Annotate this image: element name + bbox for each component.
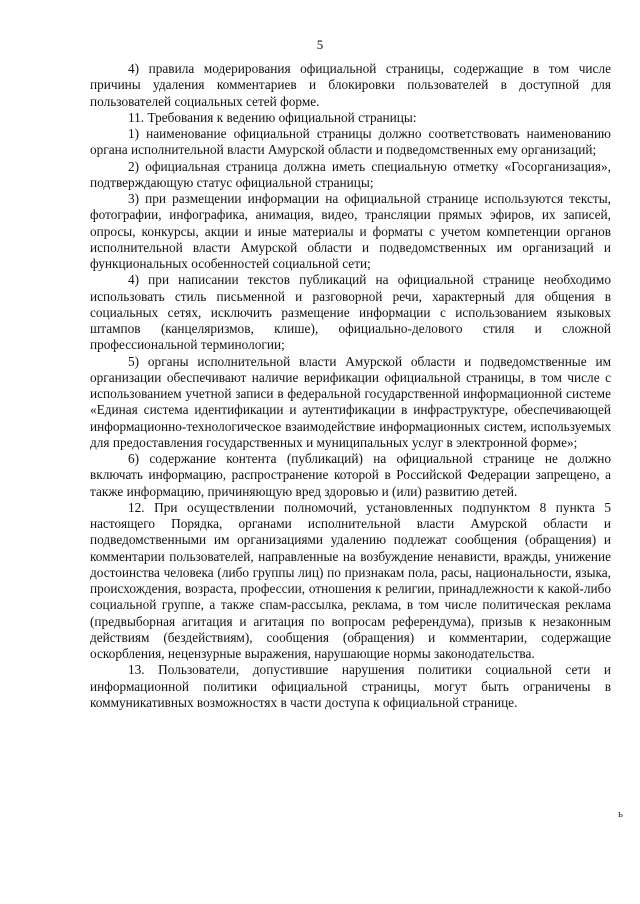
paragraph-13: 13. Пользователи, допустившие нарушения политики социальной сети и информационной политики официальной страницы, могут быть ограничены в коммуникативных возможностях в части доступа к официальной странице. xyxy=(90,662,611,710)
paragraph-11-item-3: 3) при размещении информации на официальной странице используются тексты, фотографии, инфографика, анимация, видео, трансляции прямых эфиров, их записей, опросы, конкурсы, акции и иные материалы и форматы с учетом компетенции органов исполнительной власти Амурской области и подведомственных им организаций и функциональных особенностей социальной сети; xyxy=(90,191,611,271)
paragraph-11-item-5: 5) органы исполнительной власти Амурской области и подведомственные им организации обеспечивают наличие верификации официальной страницы, в том числе с использованием учетной записи в федеральной государственной информационной системе «Единая система идентификации и аутентификации в инфраструктуре, обеспечивающей информационно-технологическое взаимодействие информационных систем, используемых для предоставления государственных и муниципальных услуг в электронной форме»; xyxy=(90,353,611,450)
paragraph-11-item-4: 4) при написании текстов публикаций на официальной странице необходимо использовать стиль письменной и разговорной речи, характерный для общения в социальных сетях, исключить размещение информации с использованием языковых штампов (канцеляризмов, клише), официально-делового стиля и сложной профессиональной терминологии; xyxy=(90,272,611,353)
page-number: 5 xyxy=(316,37,324,52)
paragraph-12: 12. При осуществлении полномочий, установленных подпунктом 8 пункта 5 настоящего Порядка, органами исполнительной власти Амурской области и подведомственными им организациями удалению подлежат сообщения (обращения) и комментарии пользователей, направленные на возбуждение ненависти, вражды, унижение достоинства человека (либо группы лиц) по признакам пола, расы, национальности, языка, происхождения, возраста, профессии, отношения к религии, принадлежности к какой-либо социальной группе, а также спам-рассылка, реклама, в том числе политическая реклама (предвыборная агитация и агитация по вопросам референдума), призыв к незаконным действиям (бездействиям), сообщения (обращения) и комментарии, содержащие оскорбления, нецензурные выражения, нарушающие нормы законодательства. xyxy=(90,499,611,661)
page-corner-mark: ь xyxy=(618,808,624,820)
paragraph-11-item-2: 2) официальная страница должна иметь специальную отметку «Госорганизация», подтверждающую статус официальной страницы; xyxy=(90,158,611,190)
paragraph-11-heading: 11. Требования к ведению официальной страницы: xyxy=(128,109,417,125)
document-body xyxy=(90,61,611,711)
paragraph-11-item-6: 6) содержание контента (публикаций) на официальной странице не должно включать информацию, распространение которой в Российской Федерации запрещено, а также информацию, причиняющую вред здоровью и (или) развитию детей. xyxy=(90,451,611,499)
paragraph-11-item-1: 1) наименование официальной страницы должно соответствовать наименованию органа исполнительной власти Амурской области и подведомственных ему организаций; xyxy=(90,126,611,158)
paragraph-item-4-moderation-rules: 4) правила модерирования официальной страницы, содержащие в том числе причины удаления комментариев и блокировки пользователей в доступной для пользователей социальных сетей форме. xyxy=(90,61,611,109)
